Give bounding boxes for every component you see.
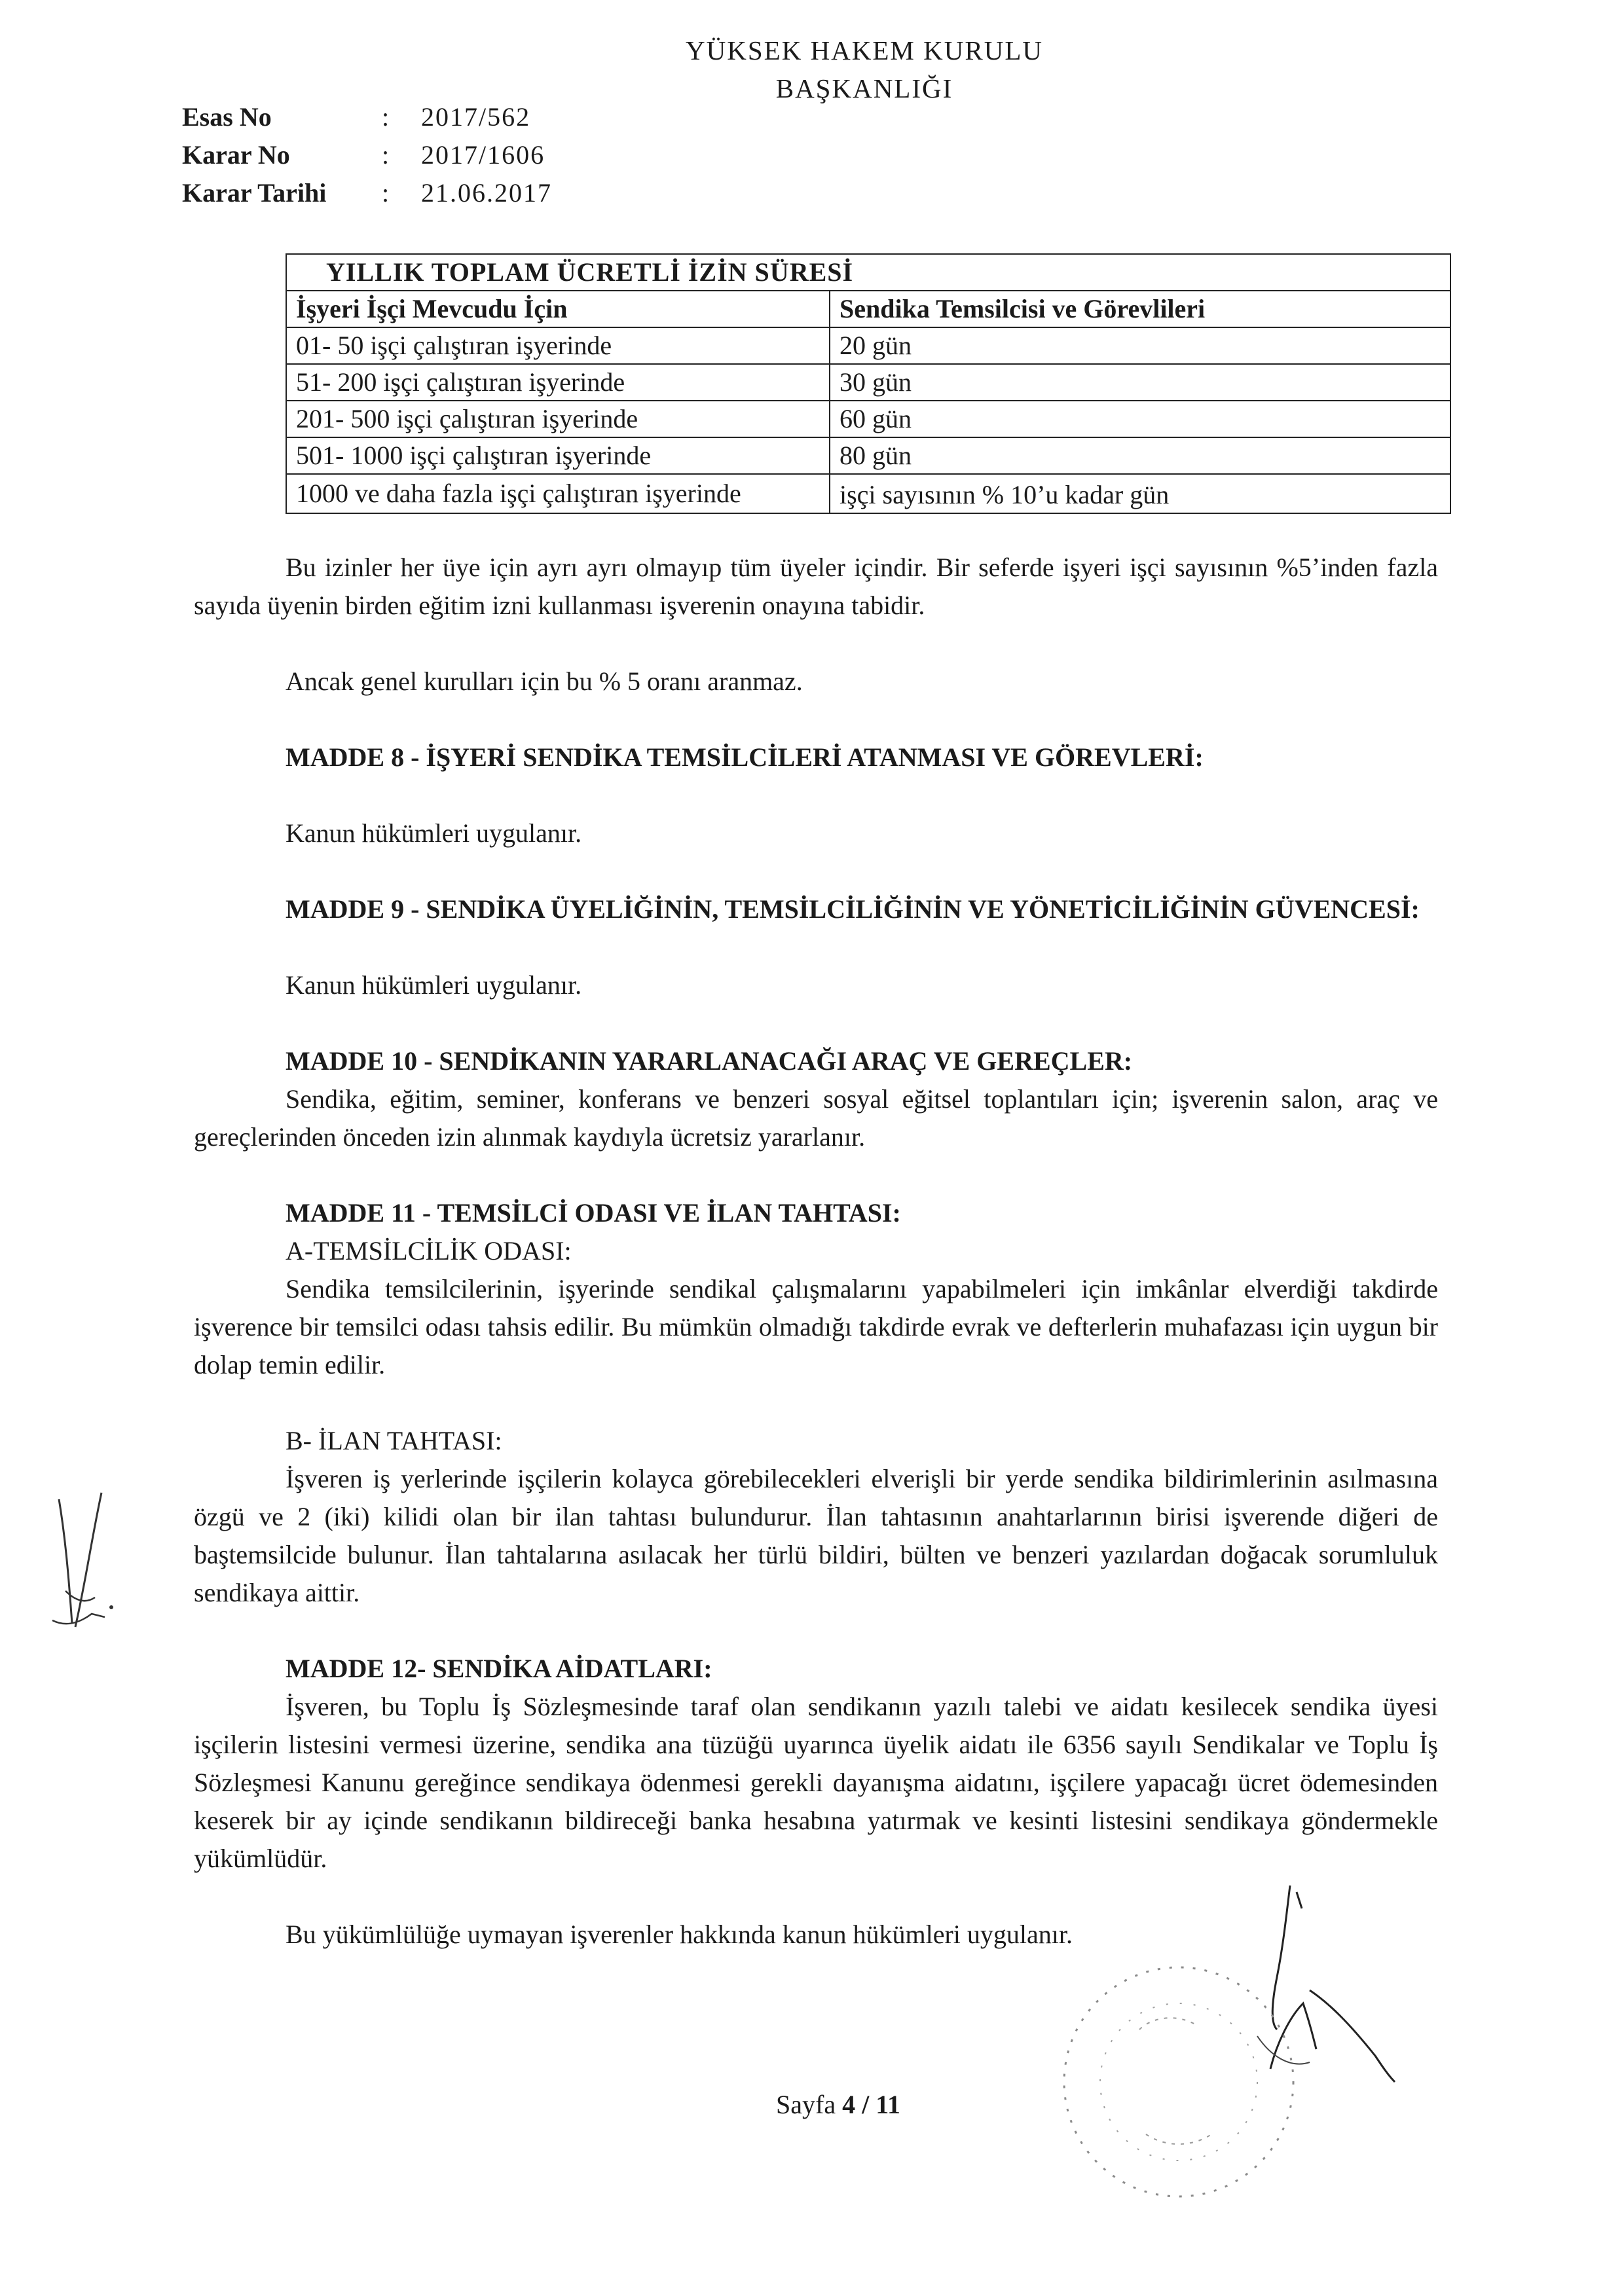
paragraph-madde-10: Sendika, eğitim, seminer, konferans ve benzeri sosyal eğitsel toplantıları için; işverenin salon, araç ve gereçlerinden önceden izin alınmak kaydıyla ücretsiz yararlanır. <box>194 1084 1438 1152</box>
paragraph-madde-12: İşveren, bu Toplu İş Sözleşmesinde taraf olan sendikanın yazılı talebi ve aidatı kesilecek sendika üyesi işçilerin listesini vermesi üzerine, sendika ana tüzüğü uyarınca üyelik aidatı ile 6356 sayılı Sendikalar ve Toplu İş Sözleşmesi Kanunu gereğince sendikaya ödenmesi gerekli dayanışma aidatını, işçilere yapacağı ücret ödemesinden keserek bir ay içinde sendikanın bildireceği banka hesabına yatırmak ve kesinti listesini sendikaya göndermekle yükümlüdür. <box>194 1692 1438 1873</box>
issuing-authority <box>609 31 1120 107</box>
official-stamp <box>1041 1951 1316 2213</box>
subheading-temsilcilik-odasi: A-TEMSİLCİLİK ODASI: <box>286 1236 572 1266</box>
paragraph-ilan-tahtasi: İşveren iş yerlerinde işçilerin kolayca görebilecekleri elverişli bir yerde sendika bildirimlerinin asılmasına özgü ve 2 (iki) kilidi olan bir ilan tahtası bulundurur. İlan tahtasının anahtarlarının birisi işverende diğeri de baştemsilcide bulunur. İlan tahtalarına asılacak her türlü bildiri, bülten ve benzeri yazılardan doğacak sorumluluk sendikaya aittir. <box>194 1464 1438 1607</box>
paragraph-temsilcilik-odasi: Sendika temsilcilerinin, işyerinde sendikal çalışmalarını yapabilmeleri için imkânlar elverdiği takdirde işverence bir temsilci odası tahsis edilir. Bu mümkün olmadığı takdirde evrak ve defterlerin muhafazası için uygun bir dolap temin edilir. <box>194 1274 1438 1379</box>
paragraph-leave-note: Bu izinler her üye için ayrı ayrı olmayıp tüm üyeler içindir. Bir seferde işyeri işçi sayısının %5’inden fazla sayıda üyenin birden eğitim izni kullanması işverenin onayına tabidir. <box>194 553 1438 620</box>
meta-colon: : <box>382 178 390 208</box>
page-label: Sayfa <box>776 2090 836 2119</box>
meta-row-karar <box>182 136 552 174</box>
page-separator: / <box>862 2090 870 2119</box>
paragraph-madde-12-final: Bu yükümlülüğe uymayan işverenler hakkında kanun hükümleri uygulanır. <box>286 1920 1073 1949</box>
table-title: YILLIK TOPLAM ÜCRETLİ İZİN SÜRESİ <box>286 254 1450 291</box>
table-cell: 60 gün <box>830 401 1450 437</box>
page-current: 4 <box>842 2090 856 2119</box>
table-cell: 30 gün <box>830 364 1450 401</box>
paragraph-madde-9: Kanun hükümleri uygulanır. <box>286 970 582 1000</box>
meta-colon: : <box>382 140 390 170</box>
meta-label: Karar Tarihi <box>182 178 327 208</box>
meta-label: Karar No <box>182 140 290 170</box>
table-row <box>286 327 1450 364</box>
heading-madde-12: MADDE 12- SENDİKA AİDATLARI: <box>286 1654 712 1683</box>
meta-row-esas <box>182 98 552 136</box>
table-cell: işçi sayısının % 10’u kadar gün <box>830 474 1450 513</box>
margin-initial-signature <box>39 1486 118 1637</box>
meta-row-tarih <box>182 174 552 212</box>
subheading-ilan-tahtasi: B- İLAN TAHTASI: <box>286 1426 502 1455</box>
case-metadata <box>182 98 552 212</box>
column-header-representatives: Sendika Temsilcisi ve Görevlileri <box>830 291 1450 327</box>
table-cell: 20 gün <box>830 327 1450 364</box>
meta-value: 21.06.2017 <box>421 178 552 208</box>
paragraph-madde-8: Kanun hükümleri uygulanır. <box>286 818 582 848</box>
meta-colon: : <box>382 102 390 132</box>
page-total: 11 <box>876 2090 900 2119</box>
authority-line-2: BAŞKANLIĞI <box>775 73 953 103</box>
table-row <box>286 437 1450 474</box>
heading-madde-9: MADDE 9 - SENDİKA ÜYELİĞİNİN, TEMSİLCİLİĞİNİN VE YÖNETİCİLİĞİNİN GÜVENCESİ: <box>286 894 1420 924</box>
annual-paid-leave-table <box>286 253 1451 514</box>
paragraph-general-assemblies: Ancak genel kurulları için bu % 5 oranı aranmaz. <box>286 666 803 696</box>
table-header-row <box>286 291 1450 327</box>
meta-label: Esas No <box>182 102 272 132</box>
heading-madde-11: MADDE 11 - TEMSİLCİ ODASI VE İLAN TAHTASI: <box>286 1198 901 1228</box>
heading-madde-10: MADDE 10 - SENDİKANIN YARARLANACAĞI ARAÇ VE GEREÇLER: <box>286 1046 1133 1076</box>
page-number <box>753 2087 923 2123</box>
table-cell: 01- 50 işçi çalıştıran işyerinde <box>286 327 830 364</box>
table-cell: 80 gün <box>830 437 1450 474</box>
heading-madde-8: MADDE 8 - İŞYERİ SENDİKA TEMSİLCİLERİ ATANMASI VE GÖREVLERİ: <box>286 742 1204 772</box>
column-header-workforce: İşyeri İşçi Mevcudu İçin <box>286 291 830 327</box>
meta-value: 2017/1606 <box>421 140 545 170</box>
table-title-row <box>286 254 1450 291</box>
table-row <box>286 474 1450 513</box>
table-cell: 51- 200 işçi çalıştıran işyerinde <box>286 364 830 401</box>
table-row <box>286 364 1450 401</box>
table-row <box>286 401 1450 437</box>
meta-value: 2017/562 <box>421 102 531 132</box>
authority-line-1: YÜKSEK HAKEM KURULU <box>686 35 1043 65</box>
table-cell: 201- 500 işçi çalıştıran işyerinde <box>286 401 830 437</box>
table-cell: 501- 1000 işçi çalıştıran işyerinde <box>286 437 830 474</box>
table-cell: 1000 ve daha fazla işçi çalıştıran işyerinde <box>286 474 830 513</box>
